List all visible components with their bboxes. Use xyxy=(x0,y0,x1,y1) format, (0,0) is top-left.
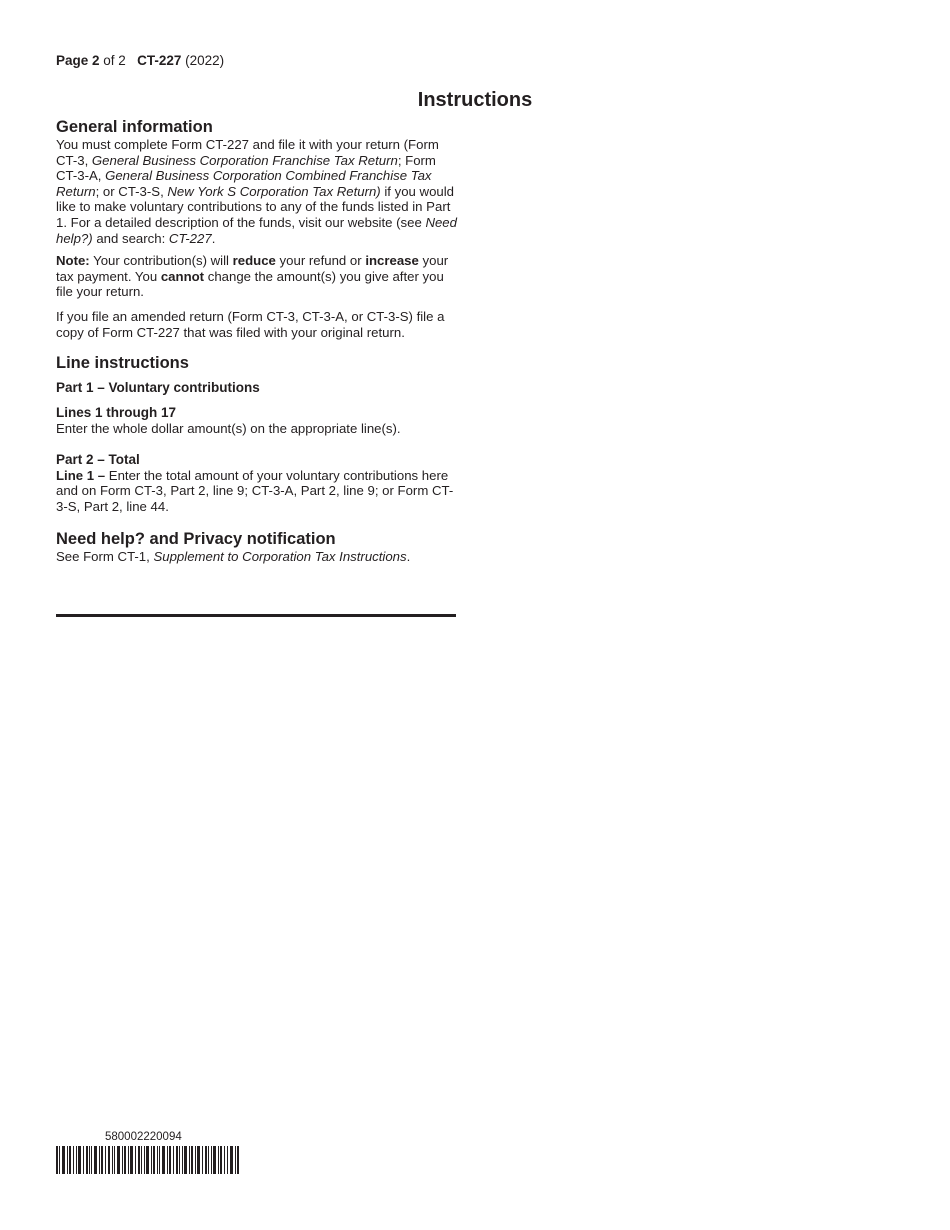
text-run: Note: xyxy=(56,253,90,269)
lines-1-17-heading: Lines 1 through 17 xyxy=(56,405,177,421)
text-run: if you would like to make voluntary contributions to any of the funds listed in Part 1. For a detailed description of the funds, visit our website (see xyxy=(56,183,455,230)
text-run: General Business Corporation Franchise Tax Return xyxy=(91,152,398,168)
text-run: General Business Corporation Combined Franchise Tax Return xyxy=(56,168,432,199)
barcode-image xyxy=(56,1146,239,1174)
barcode-number: 580002220094 xyxy=(105,1131,182,1143)
text-run: your refund or xyxy=(275,253,366,269)
note-paragraph xyxy=(56,253,458,300)
line1-paragraph xyxy=(56,468,458,515)
instructions-column xyxy=(56,118,458,564)
text-run: You must complete Form CT-227 and file it with your return (Form CT-3, xyxy=(56,137,439,168)
text-run: CT-227 xyxy=(168,230,212,246)
line1-label: Line 1 – xyxy=(56,467,106,483)
lines-1-17-text: Enter the whole dollar amount(s) on the appropriate line(s). xyxy=(56,421,401,437)
general-info-paragraph xyxy=(56,137,458,246)
general-info-heading: General information xyxy=(56,118,213,136)
part1-heading: Part 1 – Voluntary contributions xyxy=(56,380,260,396)
end-rule xyxy=(56,614,456,617)
text-run: your tax payment. You xyxy=(56,253,449,284)
text-run: increase xyxy=(365,253,419,269)
need-help-text xyxy=(56,549,458,565)
form-year: (2022) xyxy=(185,53,225,68)
text-run: Supplement to Corporation Tax Instructions xyxy=(153,548,407,564)
form-id: CT-227 xyxy=(137,53,182,68)
text-run: See Form CT-1, xyxy=(56,548,154,564)
page-of: of 2 xyxy=(103,53,126,68)
text-run: Need help?) xyxy=(56,214,457,246)
text-run: ; or CT-3-S, xyxy=(95,183,168,199)
amended-return-paragraph: If you file an amended return (Form CT-3, CT-3-A, or CT-3-S) file a copy of Form CT-227 that was filed with your original return. xyxy=(56,308,445,340)
text-run: cannot xyxy=(160,268,205,284)
text-run: . xyxy=(211,230,216,246)
text-run: . xyxy=(406,548,411,564)
text-run: reduce xyxy=(232,253,276,269)
part2-heading: Part 2 – Total xyxy=(56,451,140,467)
text-run: change the amount(s) you give after you file your return. xyxy=(56,268,444,300)
text-run: ; Form CT-3-A, xyxy=(56,152,436,184)
line-instructions-heading: Line instructions xyxy=(56,354,189,373)
text-run: and search: xyxy=(92,230,169,246)
page-header xyxy=(56,53,224,68)
line1-text: Enter the total amount of your voluntary contributions here and on Form CT-3, Part 2, line 9; CT-3-A, Part 2, line 9; or Form CT-3-S, Part 2, line 44. xyxy=(56,467,454,514)
page-title: Instructions xyxy=(417,89,533,111)
text-run: Your contribution(s) will xyxy=(89,253,233,269)
page-label: Page 2 xyxy=(56,53,100,68)
text-run: New York S Corporation Tax Return) xyxy=(167,183,381,199)
need-help-heading: Need help? and Privacy notification xyxy=(56,529,336,548)
